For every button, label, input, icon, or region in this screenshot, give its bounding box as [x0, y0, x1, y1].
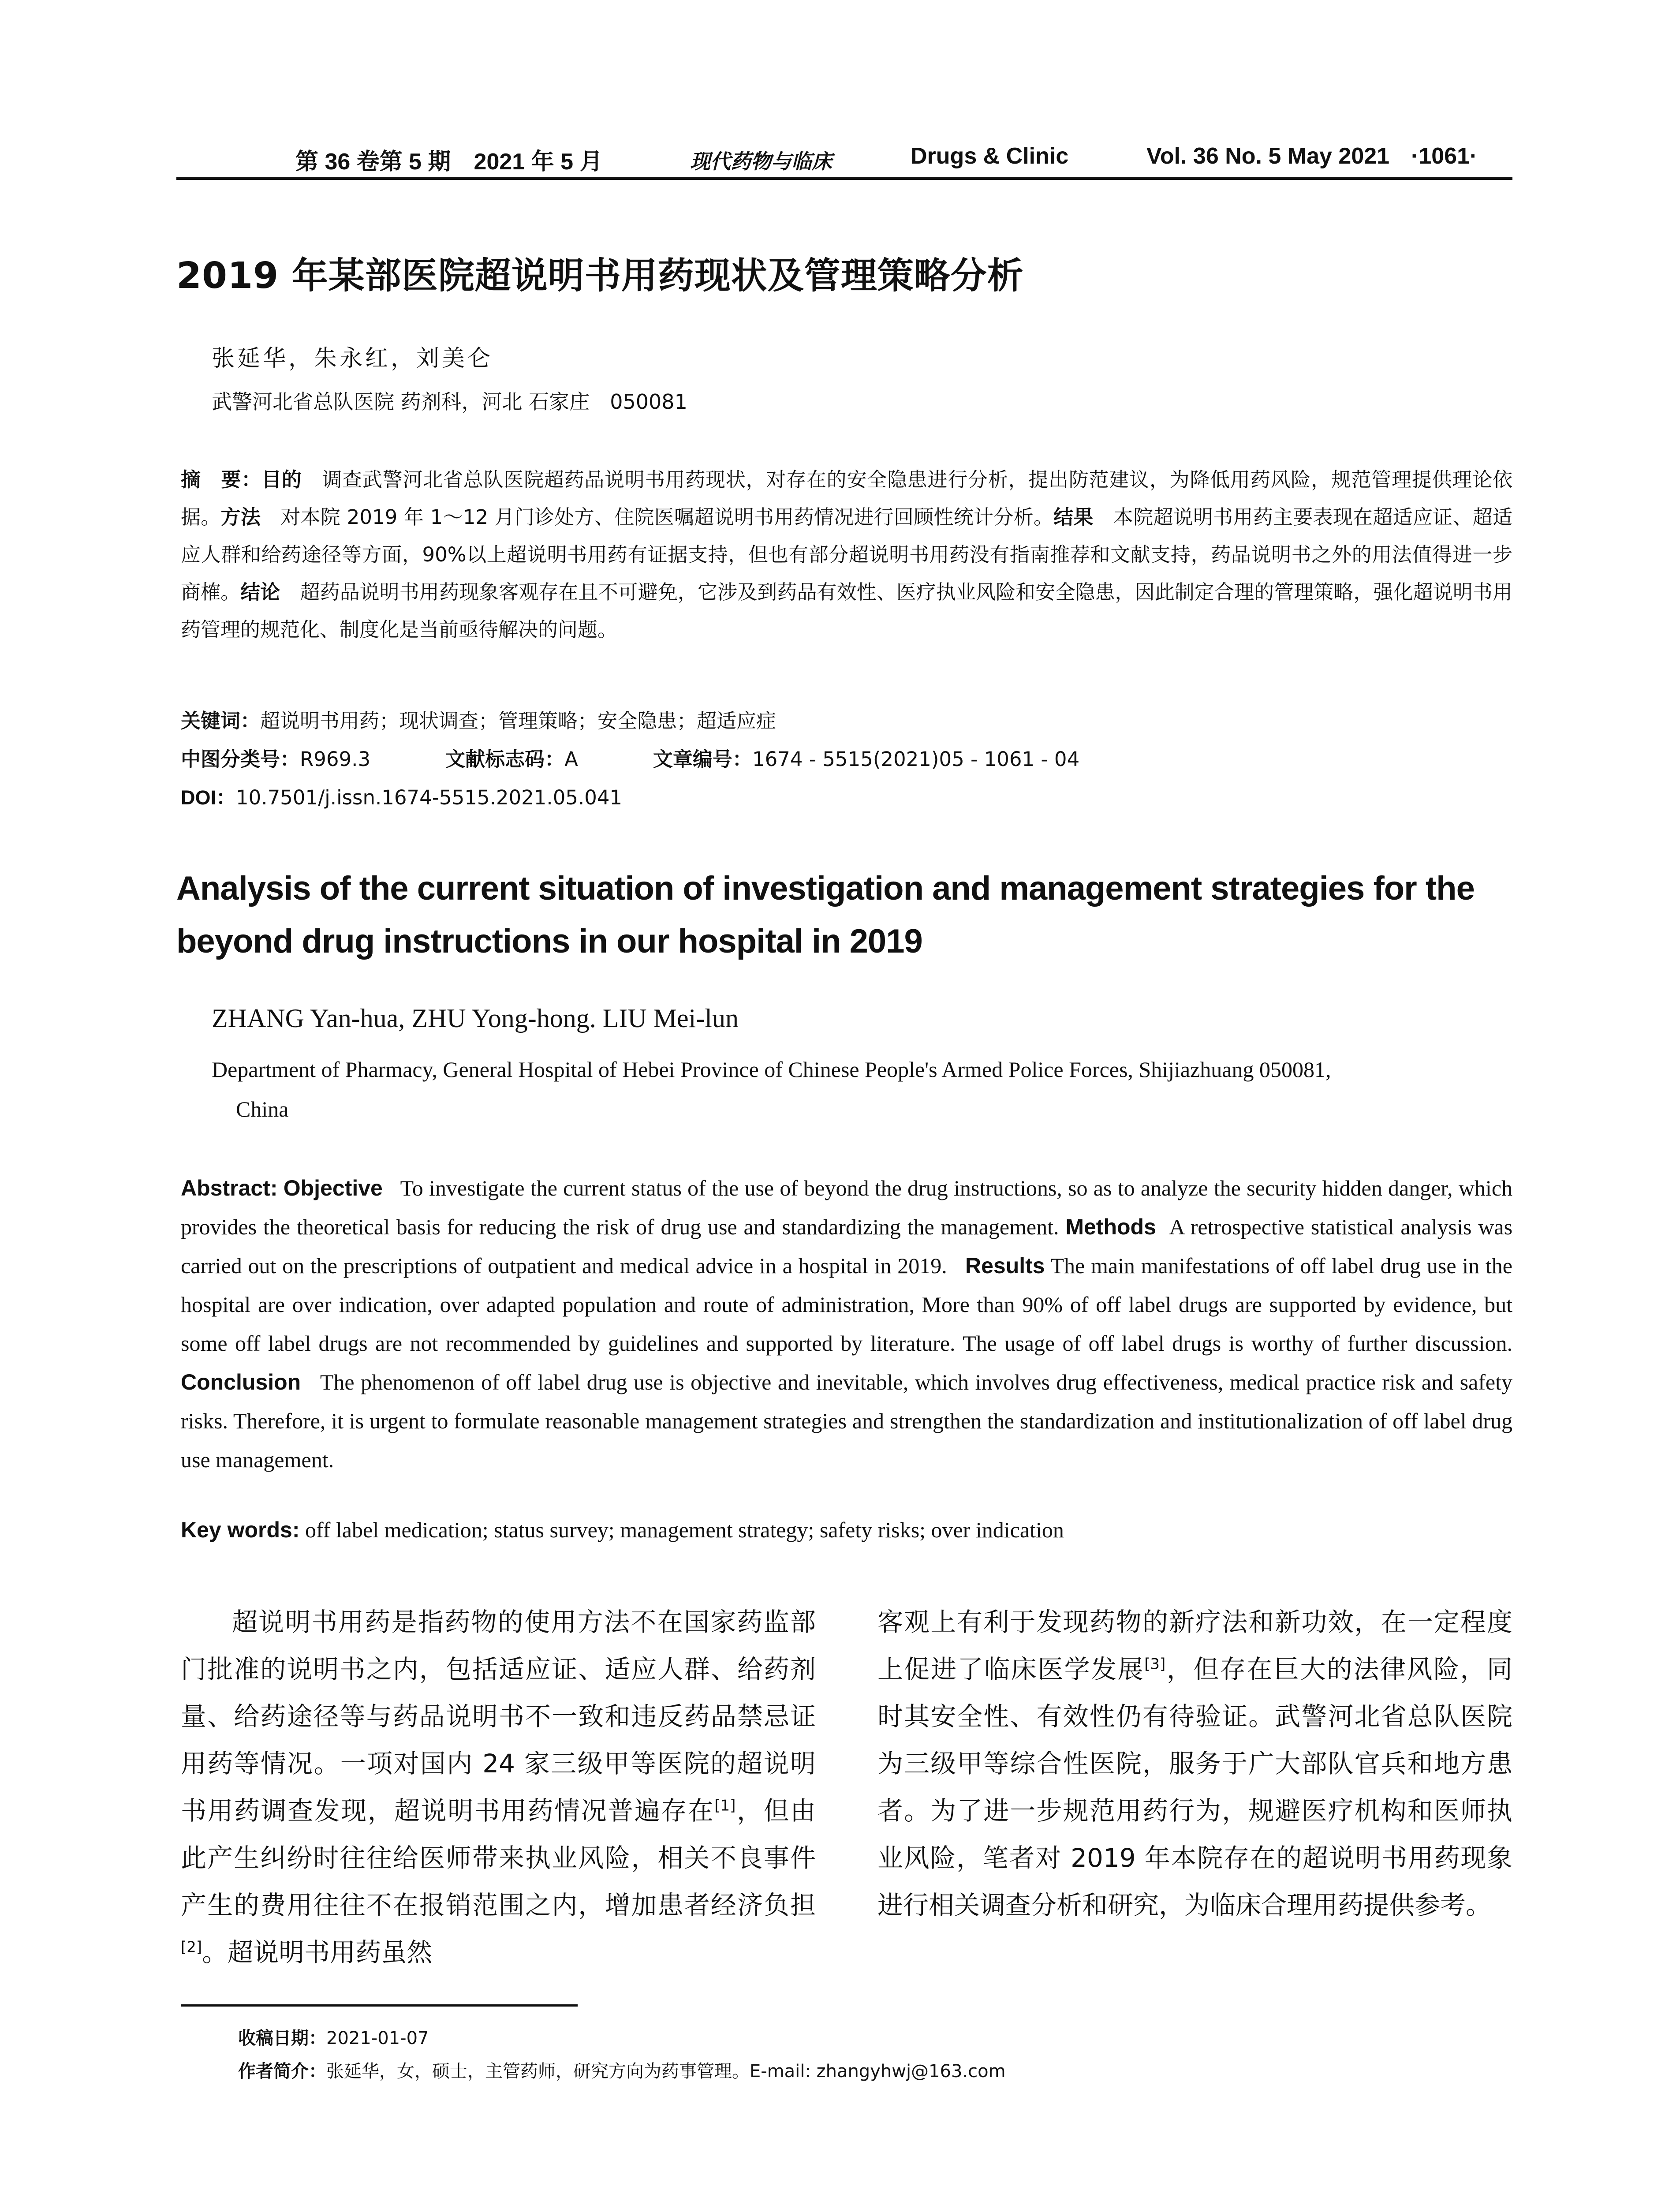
footnote-author-bio	[238, 2057, 1006, 2082]
cn-results-label: 结果	[1053, 506, 1094, 528]
en-affiliation-line1: Department of Pharmacy, General Hospital of Hebei Province of Chinese People's Armed Police Forces, Shijiazhuang 050081,	[212, 1057, 1331, 1082]
cn-conclusion-text: 超药品说明书用药现象客观存在且不可避免，它涉及到药品有效性、医疗执业风险和安全隐患，因此制定合理的管理策略，强化超说明书用药管理的规范化、制度化是当前亟待解决的问题。	[181, 580, 1512, 641]
cn-affiliation: 武警河北省总队医院 药剂科，河北 石家庄 050081	[212, 390, 687, 414]
en-objective-text: To investigate the current status of the use of beyond the drug instructions, so as to analyze the security hidden danger, which provides the theoretical basis for reducing the risk of drug use and standardizing the management.	[181, 1176, 1513, 1239]
doi-label: DOI：	[181, 786, 236, 809]
citation-3: [3]	[1144, 1655, 1166, 1673]
received-label: 收稿日期：	[238, 2029, 326, 2048]
en-objective-label: Objective	[283, 1176, 383, 1200]
cn-keywords	[181, 705, 776, 733]
header-page-number: ·1061·	[1411, 143, 1478, 169]
en-keywords-value: off label medication; status survey; management strategy; safety risks; over indication	[305, 1517, 1064, 1542]
cn-doi	[181, 781, 622, 810]
cn-conclusion-label: 结论	[240, 581, 280, 603]
body-left-text-1: 超说明书用药是指药物的使用方法不在国家药监部门批准的说明书之内，包括适应证、适应人群、给药剂量、给药途径等与药品说明书不一致和违反药品禁忌证用药等情况。一项对国内 24 家三级甲等医院的超说明书用药调查发现，超说明书用药情况普遍存在	[181, 1607, 816, 1826]
header-journal-cn: 现代药物与临床	[690, 149, 832, 173]
author-bio-label: 作者简介：	[238, 2062, 326, 2081]
author-bio-value: 张延华，女，硕士，主管药师，研究方向为药事管理。E-mail: zhangyhwj@163.com	[326, 2061, 1006, 2082]
cn-authors: 张延华，朱永红，刘美仑	[212, 345, 493, 372]
citation-2: [2]	[181, 1938, 202, 1956]
en-abstract-label: Abstract:	[181, 1176, 278, 1200]
clc-label: 中图分类号：	[181, 748, 300, 770]
en-authors: ZHANG Yan-hua, ZHU Yong-hong. LIU Mei-lun	[212, 1004, 739, 1033]
citation-1: [1]	[714, 1797, 736, 1815]
en-results-label: Results	[965, 1253, 1045, 1278]
running-header	[176, 140, 1512, 180]
body-left-text-3: 。超说明书用药虽然	[202, 1937, 433, 1967]
footnote-divider	[181, 2004, 578, 2007]
header-journal-en: Drugs & Clinic	[911, 143, 1069, 169]
en-results-text: The main manifestations of off label drug use in the hospital are over indication, over adapted population and route of administration, More than 90% of off label drugs are supported by evidence, but some off label drugs are not recommended by guidelines and supported by literature. The usage of off label drugs is worthy of further discussion.	[181, 1253, 1512, 1356]
header-volume: Vol. 36 No. 5 May 2021	[1146, 143, 1390, 169]
en-abstract	[181, 1169, 1512, 1479]
doc-code-label: 文献标志码：	[445, 748, 565, 770]
en-conclusion-label: Conclusion	[181, 1370, 301, 1394]
cn-methods-text: 对本院 2019 年 1～12 月门诊处方、住院医嘱超说明书用药情况进行回顾性统计分析。	[261, 505, 1054, 529]
article-number-label: 文章编号：	[653, 748, 752, 770]
doi-value: 10.7501/j.issn.1674-5515.2021.05.041	[236, 786, 623, 809]
cn-abstract	[181, 461, 1512, 648]
cn-objective-label: 目的	[261, 468, 302, 491]
cn-title: 2019 年某部医院超说明书用药现状及管理策略分析	[176, 255, 1024, 297]
en-keywords-label: Key words:	[181, 1517, 300, 1542]
en-title: Analysis of the current situation of investigation and management strategies for the beyond drug instructions in our hospital in 2019	[176, 870, 1475, 960]
en-conclusion-text: The phenomenon of off label drug use is objective and inevitable, which involves drug effectiveness, medical practice risk and safety risks. Therefore, it is urgent to formulate reasonable management strategies and strengthen the standardization and institutionalization of off label drug use management.	[181, 1370, 1513, 1472]
doc-code-value: A	[564, 747, 578, 771]
body-column-right	[877, 1599, 1512, 1929]
en-affiliation-line2: China	[236, 1097, 289, 1121]
cn-keywords-label: 关键词：	[181, 710, 261, 732]
en-methods-text: A retrospective statistical analysis was carried out on the prescriptions of outpatient and medical advice in a hospital in 2019.	[181, 1215, 1513, 1278]
cn-methods-label: 方法	[220, 506, 261, 528]
cn-objective-text: 调查武警河北省总队医院超药品说明书用药现状，对存在的安全隐患进行分析，提出防范建议，为降低用药风险，规范管理提供理论依据。	[181, 468, 1512, 529]
en-affiliation	[212, 1050, 1517, 1129]
body-right-text-1: 客观上有利于发现药物的新疗法和新功效，在一定程度上促进了临床医学发展	[877, 1607, 1512, 1684]
received-value: 2021-01-07	[326, 2028, 429, 2048]
body-right-text-2: ，但存在巨大的法律风险，同时其安全性、有效性仍有待验证。武警河北省总队医院为三级甲等综合性医院，服务于广大部队官兵和地方患者。为了进一步规范用药行为，规避医疗机构和医师执业风险，笔者对 2019 年本院存在的超说明书用药现象进行相关调查分析和研究，为临床合理用药提供参考。	[877, 1654, 1512, 1920]
en-methods-label: Methods	[1065, 1215, 1156, 1239]
cn-classification	[181, 743, 1079, 772]
cn-keywords-value: 超说明书用药；现状调查；管理策略；安全隐患；超适应症	[260, 709, 777, 733]
body-left-text-2: ，但由此产生纠纷时往往给医师带来执业风险，相关不良事件产生的费用往往不在报销范围之内，增加患者经济负担	[181, 1796, 816, 1920]
footnote-received	[238, 2024, 429, 2049]
article-number-value: 1674 - 5515(2021)05 - 1061 - 04	[752, 747, 1080, 771]
header-issue: 第 36 卷第 5 期 2021 年 5 月	[295, 149, 603, 175]
body-column-left	[181, 1599, 816, 1976]
cn-abstract-label: 摘 要：	[181, 468, 262, 491]
cn-results-text: 本院超说明书用药主要表现在超适应证、超适应人群和给药途径等方面，90%以上超说明书用药有证据支持，但也有部分超说明书用药没有指南推荐和文献支持，药品说明书之外的用法值得进一步商榷。	[181, 505, 1512, 604]
clc-value: R969.3	[300, 747, 371, 771]
en-keywords	[181, 1517, 1064, 1543]
